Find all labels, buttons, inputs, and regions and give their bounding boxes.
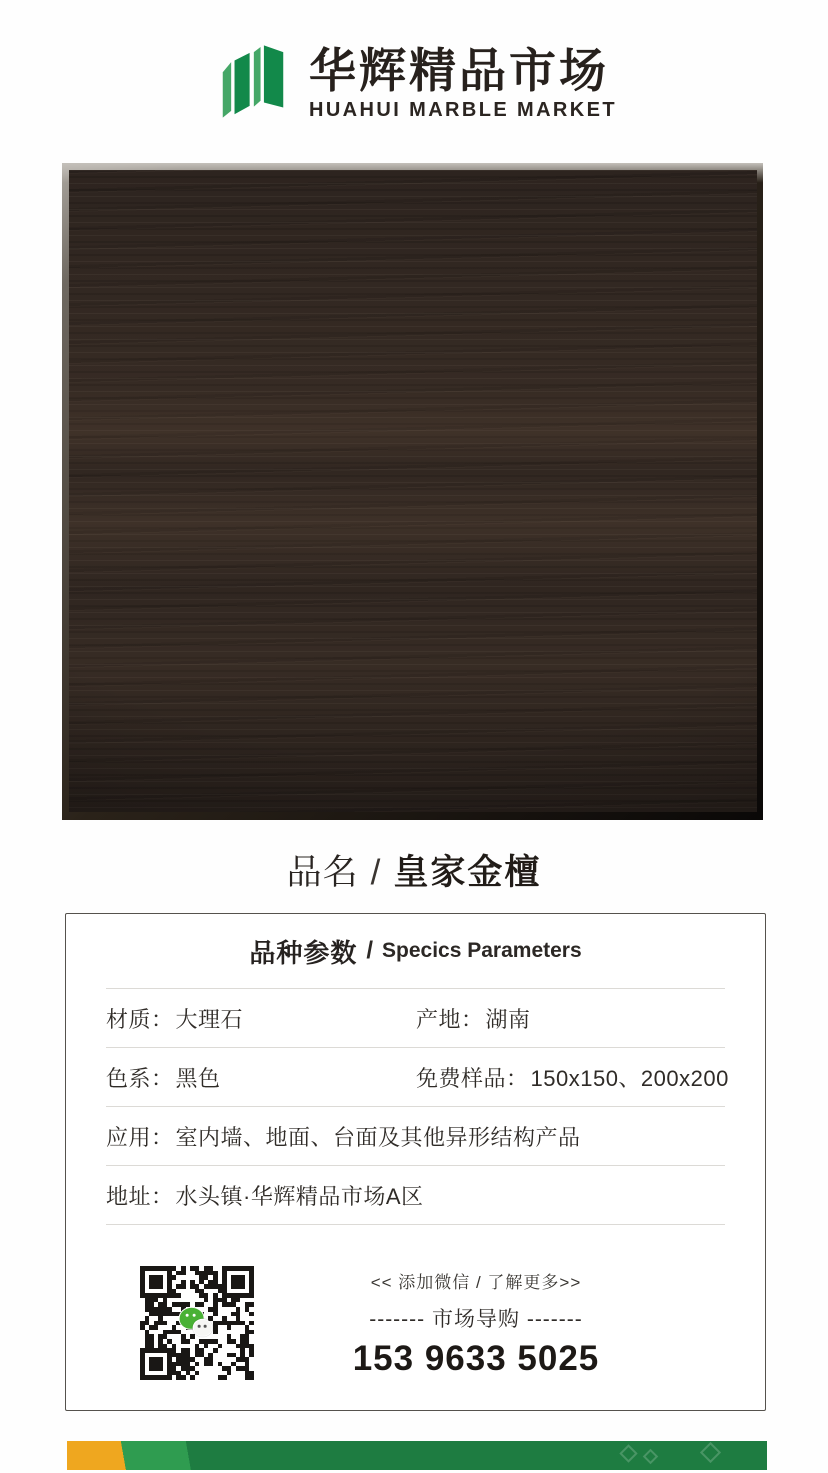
spec-cell-color bbox=[106, 1062, 416, 1093]
product-title bbox=[0, 845, 828, 895]
spec-label: 地址： bbox=[106, 1183, 174, 1209]
market-guide-text: ------- 市场导购 ------- bbox=[369, 1307, 583, 1331]
spec-value: 黑色 bbox=[175, 1065, 221, 1091]
spec-value: 室内墙、地面、台面及其他异形结构产品 bbox=[175, 1124, 581, 1150]
spec-title-cn: 品种参数 bbox=[249, 937, 358, 968]
watermark-diamond-icon bbox=[619, 1444, 637, 1462]
spec-row-material-origin bbox=[106, 989, 725, 1048]
product-title-separator: / bbox=[370, 853, 382, 892]
spec-row-address bbox=[106, 1166, 725, 1225]
spec-label: 产地： bbox=[416, 1006, 484, 1032]
watermark-diamond-icon bbox=[700, 1442, 721, 1463]
spec-label: 色系： bbox=[106, 1065, 174, 1091]
spec-label: 免费样品： bbox=[416, 1065, 529, 1091]
brand-name-en: HUAHUI MARBLE MARKET bbox=[309, 99, 617, 122]
product-name: 皇家金檀 bbox=[393, 853, 542, 892]
spec-title-en: Specics Parameters bbox=[382, 939, 582, 962]
brand-header bbox=[0, 40, 828, 128]
watermark-diamond-icon bbox=[643, 1449, 659, 1465]
spec-cell-material bbox=[106, 1003, 416, 1034]
marble-surface bbox=[69, 170, 757, 812]
spec-title-separator: / bbox=[366, 937, 374, 964]
wechat-qr-code bbox=[135, 1261, 259, 1385]
spec-cell-address bbox=[106, 1180, 725, 1211]
phone-number: 153 9633 5025 bbox=[352, 1338, 600, 1378]
spec-value: 湖南 bbox=[485, 1006, 531, 1032]
contact-text bbox=[311, 1268, 641, 1379]
spec-label: 应用： bbox=[106, 1124, 174, 1150]
footer-stripe bbox=[67, 1441, 767, 1470]
brand-logo-icon bbox=[211, 40, 295, 128]
spec-row-application bbox=[106, 1107, 725, 1166]
spec-value: 150x150、200x200 bbox=[530, 1065, 729, 1091]
spec-box-header bbox=[106, 914, 725, 989]
brand-text bbox=[309, 43, 617, 122]
product-name-label: 品名 bbox=[286, 853, 359, 892]
wechat-icon bbox=[179, 1307, 213, 1337]
marble-sample-image bbox=[62, 163, 763, 820]
spec-cell-origin bbox=[416, 1003, 725, 1034]
spec-label: 材质： bbox=[106, 1006, 174, 1032]
spec-cell-application bbox=[106, 1121, 725, 1152]
wechat-hint-text: << 添加微信 / 了解更多>> bbox=[370, 1272, 582, 1292]
spec-cell-free-sample bbox=[416, 1062, 729, 1093]
spec-value: 大理石 bbox=[175, 1006, 244, 1032]
brand-name-cn: 华辉精品市场 bbox=[309, 43, 609, 97]
spec-value: 水头镇·华辉精品市场A区 bbox=[175, 1183, 424, 1209]
spec-row-color-sample bbox=[106, 1048, 729, 1107]
contact-section bbox=[105, 1248, 726, 1398]
wechat-bubble-white bbox=[193, 1319, 213, 1337]
